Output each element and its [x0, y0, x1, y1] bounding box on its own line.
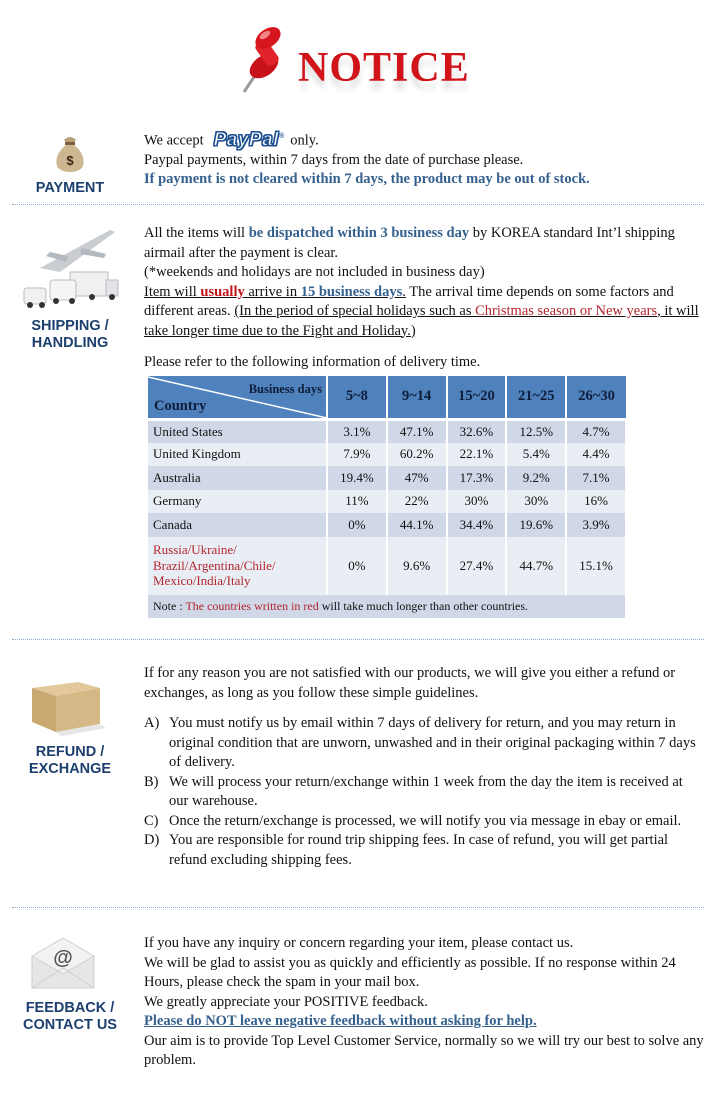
country-line: Brazil/Argentina/Chile/ [153, 557, 276, 573]
country-cell: Canada [148, 513, 327, 537]
value-cell: 9.6% [387, 537, 447, 595]
business-days-header: Business days [248, 382, 322, 396]
column-header: 9~14 [387, 376, 447, 419]
business-day-note: (*weekends and holidays are not included in business day) [144, 264, 485, 280]
holiday-text-end: , it will take longer time due to the Fight and Holiday.) [144, 303, 699, 339]
shipping-label [0, 318, 140, 352]
section-divider [12, 639, 704, 640]
guideline-item [144, 831, 704, 870]
guideline-text: Once the return/exchange is processed, we will notify you via message in ebay or email. [169, 812, 682, 829]
airplane-truck-icon [20, 226, 120, 312]
shipping-label-line2: HANDLING [31, 335, 109, 351]
country-cell: United States [148, 419, 327, 443]
arrival-paragraph [144, 283, 704, 342]
column-header: 15~20 [447, 376, 507, 419]
table-row [148, 513, 626, 537]
value-cell: 22.1% [447, 443, 507, 467]
value-cell: 17.3% [447, 466, 507, 490]
value-cell: 27.4% [447, 537, 507, 595]
payment-content [144, 127, 704, 190]
value-cell: 4.4% [566, 443, 626, 467]
guideline-item [144, 773, 704, 812]
table-note [148, 595, 626, 618]
feedback-icon-column [0, 934, 140, 1034]
value-cell: 9.2% [506, 466, 566, 490]
column-header: 26~30 [566, 376, 626, 419]
dispatch-paragraph [144, 224, 704, 263]
feedback-label-line2: CONTACT US [23, 1017, 117, 1033]
feedback-content [144, 934, 704, 1071]
shipping-content [144, 224, 704, 373]
payment-section [0, 120, 720, 200]
column-header: 5~8 [327, 376, 387, 419]
delivery-time-table [148, 376, 627, 618]
registered-mark: ® [278, 133, 285, 140]
value-cell: 19.4% [327, 466, 387, 490]
guideline-item [144, 812, 704, 832]
cardboard-box-icon [22, 668, 106, 736]
page-title: NOTICE [298, 45, 470, 91]
feedback-label [0, 1000, 140, 1034]
dispatch-highlight: be dispatched within 3 business day [248, 225, 470, 241]
country-header: Country [154, 397, 207, 414]
note-red-text: The countries written in red [185, 598, 319, 613]
dispatch-text: All the items will [144, 225, 249, 241]
svg-text:@: @ [53, 947, 73, 969]
guideline-item [144, 714, 704, 773]
note-suffix: will take much longer than other countries. [318, 598, 529, 613]
guideline-marker: B) [144, 773, 159, 790]
value-cell: 11% [327, 490, 387, 514]
corner-header [148, 376, 327, 419]
paypal-line [144, 127, 704, 151]
value-cell: 32.6% [447, 419, 507, 443]
country-cell-slow-group [148, 537, 327, 595]
value-cell: 15.1% [566, 537, 626, 595]
refund-icon-column [0, 668, 140, 778]
payment-warning: If payment is not cleared within 7 days, the product may be out of stock. [144, 171, 590, 188]
value-cell: 22% [387, 490, 447, 514]
country-line: Russia/Ukraine/ [153, 542, 237, 558]
value-cell: 19.6% [506, 513, 566, 537]
positive-feedback-text: We greatly appreciate your POSITIVE feedback. [144, 993, 428, 1010]
table-row [148, 490, 626, 514]
refund-label-line2: EXCHANGE [28, 761, 112, 777]
table-row [148, 443, 626, 467]
value-cell: 3.9% [566, 513, 626, 537]
feedback-section [0, 932, 720, 1082]
value-cell: 5.4% [506, 443, 566, 467]
table-row [148, 419, 626, 443]
email-envelope-icon [28, 934, 98, 992]
arrival-text: Item will [144, 283, 201, 300]
accept-suffix: only. [290, 132, 319, 149]
dispatch-text-end: by KOREA standard Int’l shipping airmail after the payment is clear. [144, 225, 675, 261]
arrival-factors: The arrival time depends on some factors and different areas. [144, 283, 674, 319]
arrival-days-highlight: 15 business days [300, 283, 403, 300]
shipping-label-line1: SHIPPING / [31, 318, 109, 334]
guideline-marker: C) [144, 812, 159, 829]
assist-text: We will be glad to assist you as quickly and efficiently as possible. If no response within 24 Hours, please check the spam in your mail box. [144, 954, 676, 990]
svg-text:$: $ [66, 153, 74, 168]
table-row [148, 537, 626, 595]
guideline-text: We will process your return/exchange within 1 week from the day the item is received at our warehouse. [169, 773, 683, 809]
column-header: 21~25 [506, 376, 566, 419]
delivery-refer-text: Please refer to the following information of delivery time. [144, 354, 481, 370]
table-note-row [148, 595, 626, 618]
refund-section [0, 662, 720, 902]
value-cell: 30% [447, 490, 507, 514]
guideline-text: You must notify us by email within 7 days of delivery for return, and you may return in original condition that are unworn, unwashed and in their original packaging within 7 days of delivery. [169, 715, 696, 770]
paypal-logo [214, 127, 285, 150]
notice-header [0, 14, 720, 104]
section-divider [12, 907, 704, 908]
value-cell: 0% [327, 513, 387, 537]
value-cell: 30% [506, 490, 566, 514]
money-bag-icon [48, 130, 92, 174]
usually-highlight: usually [200, 283, 245, 300]
refund-content [144, 664, 704, 870]
guideline-text: You are responsible for round trip shipping fees. In case of refund, you will get partial refund excluding shipping fees. [169, 832, 669, 868]
value-cell: 7.9% [327, 443, 387, 467]
inquiry-text: If you have any inquiry or concern regarding your item, please contact us. [144, 935, 574, 951]
country-cell: Germany [148, 490, 327, 514]
payment-deadline: Paypal payments, within 7 days from the date of purchase please. [144, 151, 524, 168]
refund-intro: If for any reason you are not satisfied with our products, we will give you either a refund or exchanges, as long as you follow these simple guidelines. [144, 665, 676, 701]
payment-label: PAYMENT [35, 180, 105, 196]
holiday-highlight: Christmas season or New years [475, 303, 658, 319]
refund-label [0, 744, 140, 778]
pushpin-icon [238, 26, 298, 96]
value-cell: 7.1% [566, 466, 626, 490]
shipping-icon-column [0, 226, 140, 352]
table-row [148, 466, 626, 490]
value-cell: 47% [387, 466, 447, 490]
accept-text: We accept [144, 132, 204, 149]
negative-feedback-warning: Please do NOT leave negative feedback without asking for help. [144, 1013, 537, 1029]
value-cell: 16% [566, 490, 626, 514]
arrival-text-2: arrive in [244, 283, 301, 300]
value-cell: 60.2% [387, 443, 447, 467]
payment-icon-column [0, 130, 140, 197]
value-cell: 12.5% [506, 419, 566, 443]
country-cell: Australia [148, 466, 327, 490]
value-cell: 47.1% [387, 419, 447, 443]
value-cell: 44.7% [506, 537, 566, 595]
arrival-period: . [402, 283, 406, 300]
section-divider [12, 204, 704, 205]
feedback-label-line1: FEEDBACK / [25, 1000, 115, 1016]
paypal-logo-text: PayPal [213, 129, 279, 151]
note-prefix: Note : [153, 598, 186, 613]
arrival-underlined [144, 284, 406, 300]
guideline-marker: A) [144, 715, 160, 731]
refund-guidelines [144, 714, 704, 870]
holiday-text: (In the period of special holidays such as [234, 303, 476, 319]
table-header-row [148, 376, 626, 419]
value-cell: 3.1% [327, 419, 387, 443]
value-cell: 34.4% [447, 513, 507, 537]
value-cell: 4.7% [566, 419, 626, 443]
service-aim-text: Our aim is to provide Top Level Customer Service, normally so we will try our best to solve any problem. [144, 1032, 704, 1068]
value-cell: 44.1% [387, 513, 447, 537]
country-line: Mexico/India/Italy [153, 573, 251, 589]
country-cell: United Kingdom [148, 443, 327, 467]
refund-label-line1: REFUND / [35, 744, 105, 760]
guideline-marker: D) [144, 832, 160, 848]
value-cell: 0% [327, 537, 387, 595]
